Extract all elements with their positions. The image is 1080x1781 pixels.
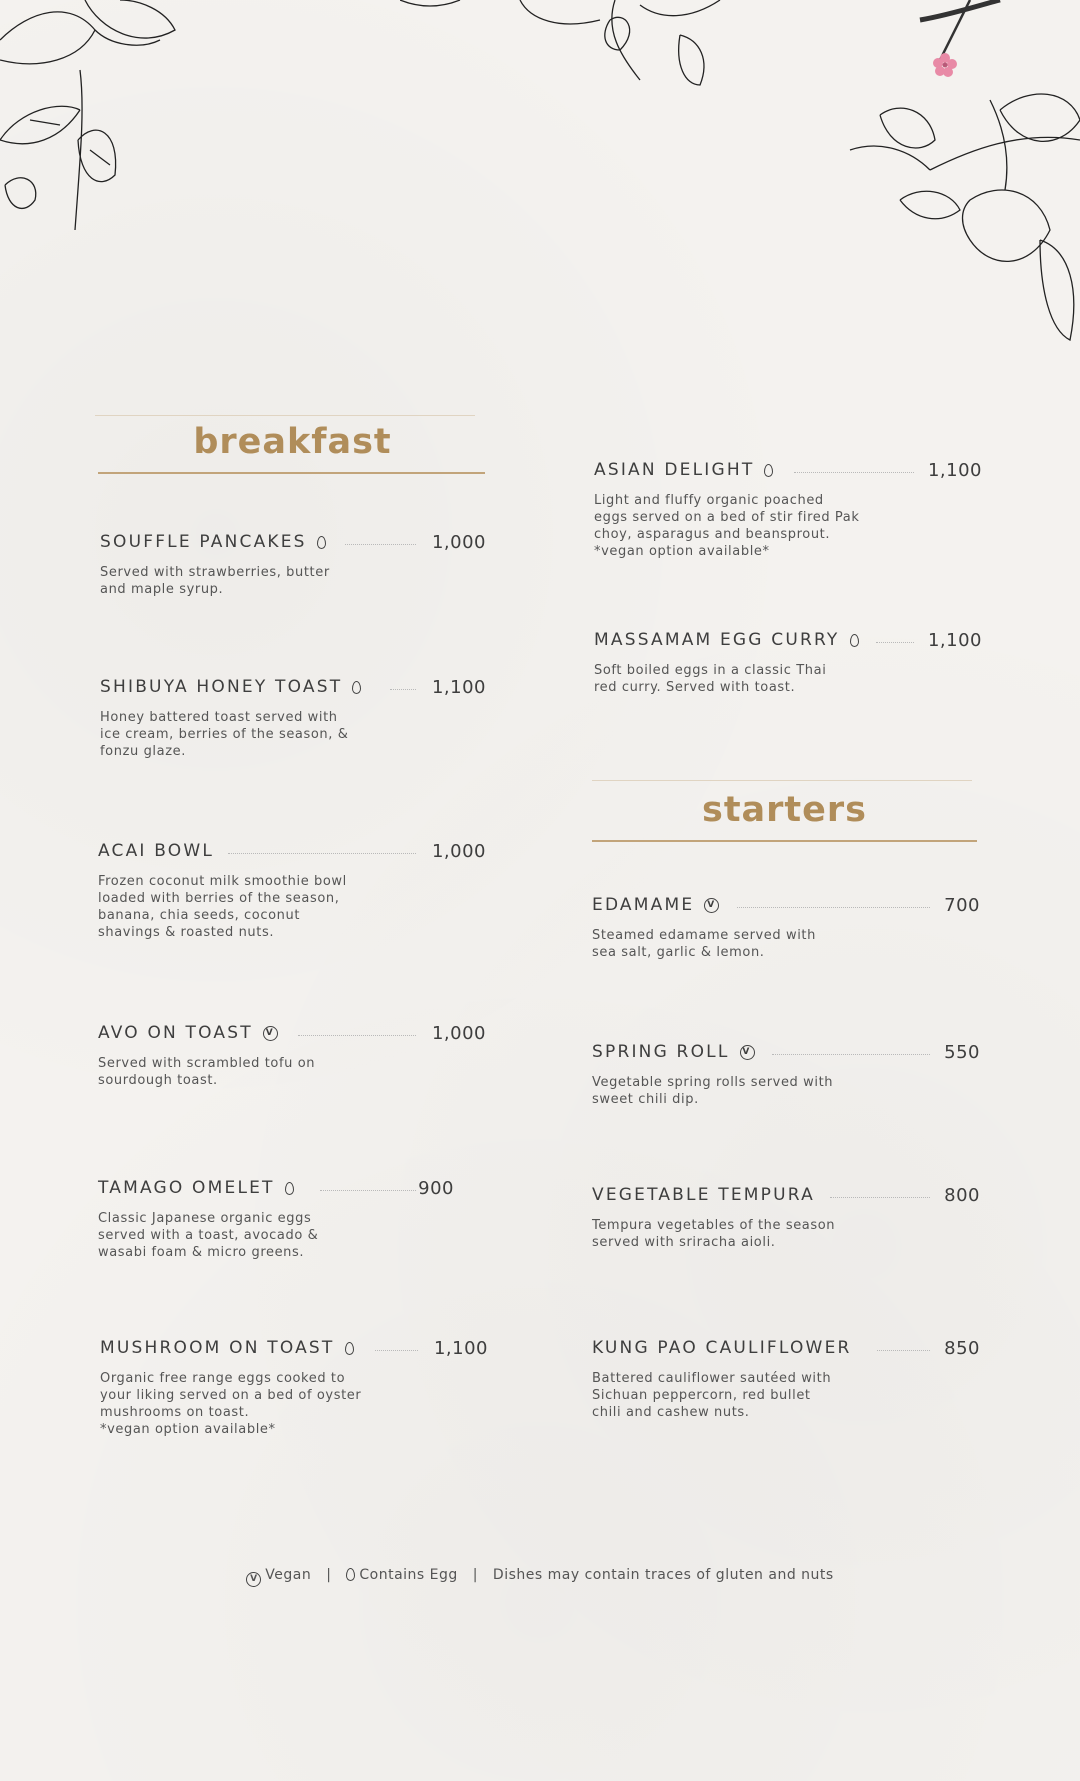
item-description: Served with strawberries, butter and maple syrup. (100, 565, 330, 597)
menu-item-asian-delight (594, 460, 982, 560)
breakfast-heading: breakfast (193, 422, 392, 462)
breakfast-underline (98, 472, 485, 474)
legend-egg-label: Contains Egg (359, 1567, 458, 1583)
item-name: TAMAGO OMELET (98, 1178, 275, 1198)
item-name: AVO ON TOAST (98, 1023, 253, 1043)
item-price: 1,100 (433, 1338, 488, 1359)
dotted-leader (375, 1350, 418, 1351)
item-name: SPRING ROLL (592, 1042, 730, 1062)
item-price: 1,000 (431, 841, 486, 862)
dotted-leader (794, 472, 914, 473)
dotted-leader (737, 907, 930, 908)
menu-item-kung-pao-cauliflower (592, 1338, 980, 1421)
starters-heading: starters (701, 790, 867, 830)
item-price: 1,000 (431, 1023, 486, 1044)
breakfast-top-rule (95, 415, 475, 416)
item-price: 1,100 (927, 460, 982, 481)
item-name: VEGETABLE TEMPURA (592, 1185, 815, 1205)
menu-item-mushroom-on-toast (100, 1338, 488, 1438)
starters-underline (592, 840, 977, 842)
item-price: 700 (944, 895, 980, 916)
menu-item-vegetable-tempura (592, 1185, 980, 1251)
floral-top-center-illustration (400, 0, 760, 90)
dotted-leader (298, 1035, 416, 1036)
item-price: 1,100 (431, 677, 486, 698)
item-name: EDAMAME (592, 895, 695, 915)
vegan-icon: V (246, 1572, 261, 1587)
item-price: 1,100 (927, 630, 982, 651)
item-description: Organic free range eggs cooked to your liking served on a bed of oyster mushrooms on toast. *vegan option available* (100, 1371, 362, 1437)
item-name: ACAI BOWL (98, 841, 215, 861)
item-description: Battered cauliflower sautéed with Sichuan peppercorn, red bullet chili and cashew nuts. (592, 1371, 832, 1420)
item-description: Light and fluffy organic poached eggs served on a bed of stir fired Pak choy, asparagus and beansprout. *vegan option available* (594, 493, 860, 559)
starters-top-rule (592, 780, 972, 781)
item-description: Honey battered toast served with ice cream, berries of the season, & fonzu glaze. (100, 710, 349, 759)
dotted-leader (345, 544, 416, 545)
dotted-leader (390, 689, 416, 690)
menu-item-acai-bowl (98, 841, 486, 941)
item-name: MUSHROOM ON TOAST (100, 1338, 335, 1358)
item-description: Tempura vegetables of the season served with sriracha aioli. (592, 1218, 836, 1250)
allergen-note: Dishes may contain traces of gluten and nuts (492, 1567, 834, 1583)
egg-icon (764, 464, 773, 477)
item-description: Soft boiled eggs in a classic Thai red curry. Served with toast. (594, 663, 827, 695)
menu-item-tamago-omelet (98, 1178, 486, 1261)
item-description: Served with scrambled tofu on sourdough toast. (98, 1056, 316, 1088)
item-name: MASSAMAM EGG CURRY (594, 630, 840, 650)
egg-icon (346, 1568, 355, 1581)
pink-blossom-icon (932, 52, 958, 78)
egg-icon (345, 1342, 354, 1355)
dotted-leader (320, 1190, 416, 1191)
egg-icon (317, 536, 326, 549)
egg-icon (352, 681, 361, 694)
vegan-icon: V (263, 1026, 278, 1041)
vegan-icon: V (740, 1045, 755, 1060)
item-price: 1,000 (431, 532, 486, 553)
item-price: 900 (418, 1178, 454, 1199)
item-name: SOUFFLE PANCAKES (100, 532, 307, 552)
egg-icon (850, 634, 859, 647)
item-name: SHIBUYA HONEY TOAST (100, 677, 343, 697)
legend-separator: | (472, 1567, 478, 1583)
menu-item-shibuya-honey-toast (100, 677, 486, 760)
dotted-leader (876, 642, 914, 643)
menu-item-edamame (592, 895, 980, 961)
item-description: Vegetable spring rolls served with sweet chili dip. (592, 1075, 834, 1107)
item-description: Steamed edamame served with sea salt, garlic & lemon. (592, 928, 816, 960)
legend-vegan-label: Vegan (265, 1567, 312, 1583)
dotted-leader (830, 1197, 930, 1198)
item-name: KUNG PAO CAULIFLOWER (592, 1338, 852, 1358)
menu-item-souffle-pancakes (100, 532, 486, 598)
item-price: 850 (944, 1338, 980, 1359)
egg-icon (285, 1182, 294, 1195)
floral-top-right-illustration (840, 0, 1080, 370)
item-description: Frozen coconut milk smoothie bowl loaded with berries of the season, banana, chia seeds, coconut shavings & roasted nuts. (98, 874, 347, 940)
legend-separator: | (326, 1567, 332, 1583)
menu-legend-footer (0, 1567, 1080, 1587)
dotted-leader (877, 1350, 930, 1351)
dotted-leader (228, 853, 416, 854)
item-description: Classic Japanese organic eggs served with a toast, avocado & wasabi foam & micro greens. (98, 1211, 319, 1260)
floral-top-left-illustration (0, 0, 240, 240)
item-price: 800 (944, 1185, 980, 1206)
menu-item-spring-roll (592, 1042, 980, 1108)
vegan-icon: V (704, 898, 719, 913)
menu-item-massamam-egg-curry (594, 630, 982, 696)
item-price: 550 (944, 1042, 980, 1063)
dotted-leader (772, 1054, 930, 1055)
item-name: ASIAN DELIGHT (594, 460, 755, 480)
menu-item-avo-on-toast (98, 1023, 486, 1089)
